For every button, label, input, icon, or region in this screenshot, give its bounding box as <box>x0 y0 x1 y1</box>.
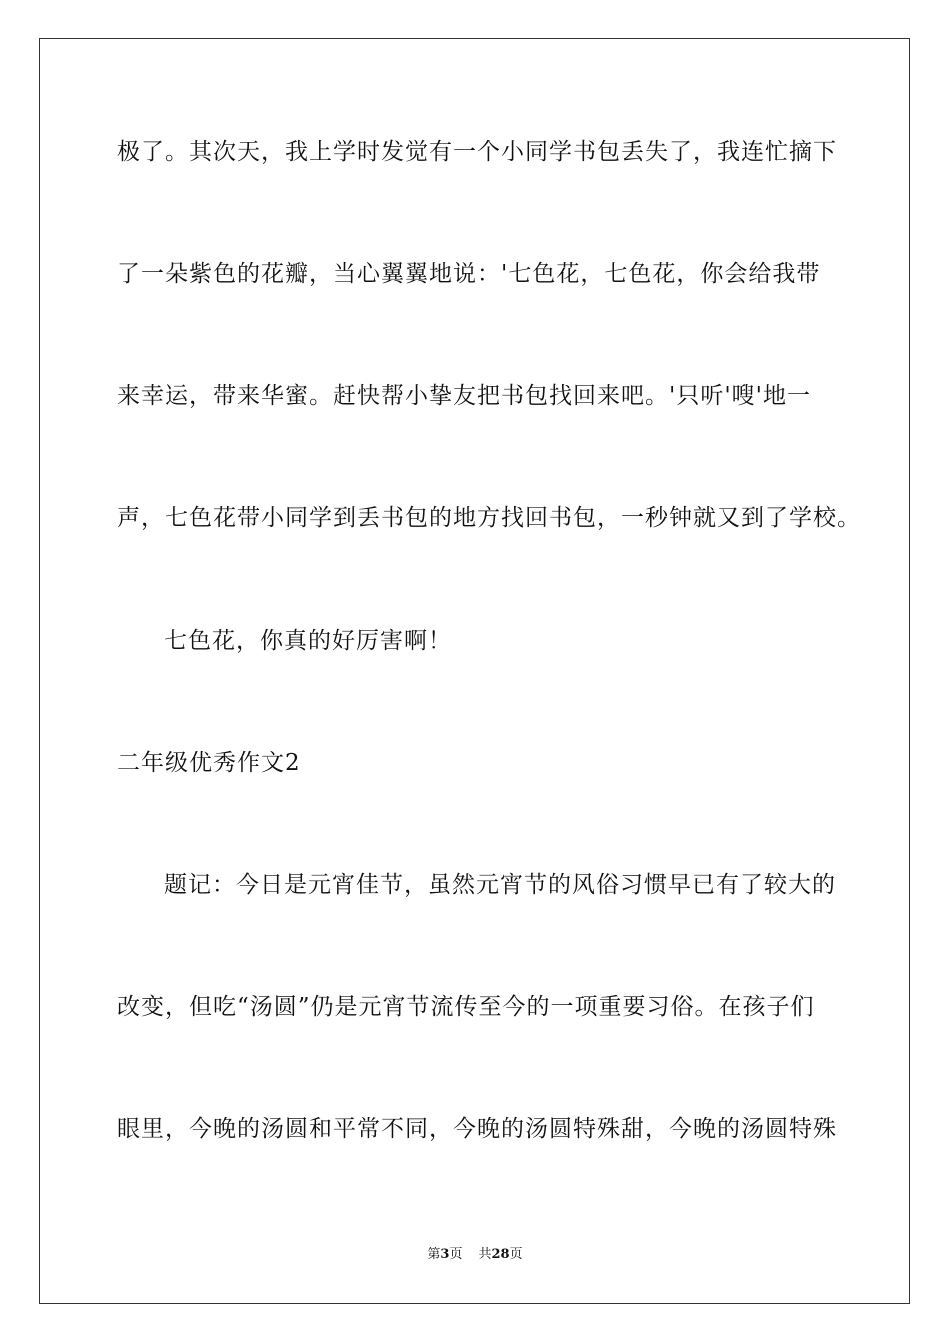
page-suffix: 页 <box>449 1247 463 1262</box>
body-text-line: 七色花，你真的好厉害啊！ <box>164 628 452 654</box>
page-footer <box>0 1246 950 1264</box>
body-text-line: 改变，但吃“汤圆”仍是元宵节流传至今的一项重要习俗。在孩子们 <box>117 994 815 1020</box>
body-text-line: 了一朵紫色的花瓣，当心翼翼地说：'七色花，七色花，你会给我带 <box>117 261 821 287</box>
body-text-line: 声，七色花带小同学到丢书包的地方找回书包，一秒钟就又到了学校。 <box>117 505 861 531</box>
body-text-line: 极了。其次天，我上学时发觉有一个小同学书包丢失了，我连忙摘下 <box>117 139 837 165</box>
page-number: 3 <box>440 1247 450 1262</box>
body-text-line: 眼里，今晚的汤圆和平常不同，今晚的汤圆特殊甜，今晚的汤圆特殊 <box>117 1116 837 1142</box>
total-suffix: 页 <box>509 1247 523 1262</box>
section-heading: 二年级优秀作文2 <box>117 750 301 776</box>
page-prefix: 第 <box>427 1247 441 1262</box>
total-pages: 28 <box>491 1247 510 1262</box>
body-text-line: 来幸运，带来华蜜。赶快帮小挚友把书包找回来吧。'只听'嗖'地一 <box>117 383 811 409</box>
body-text-line: 题记：今日是元宵佳节，虽然元宵节的风俗习惯早已有了较大的 <box>164 872 836 898</box>
total-prefix: 共 <box>478 1247 492 1262</box>
